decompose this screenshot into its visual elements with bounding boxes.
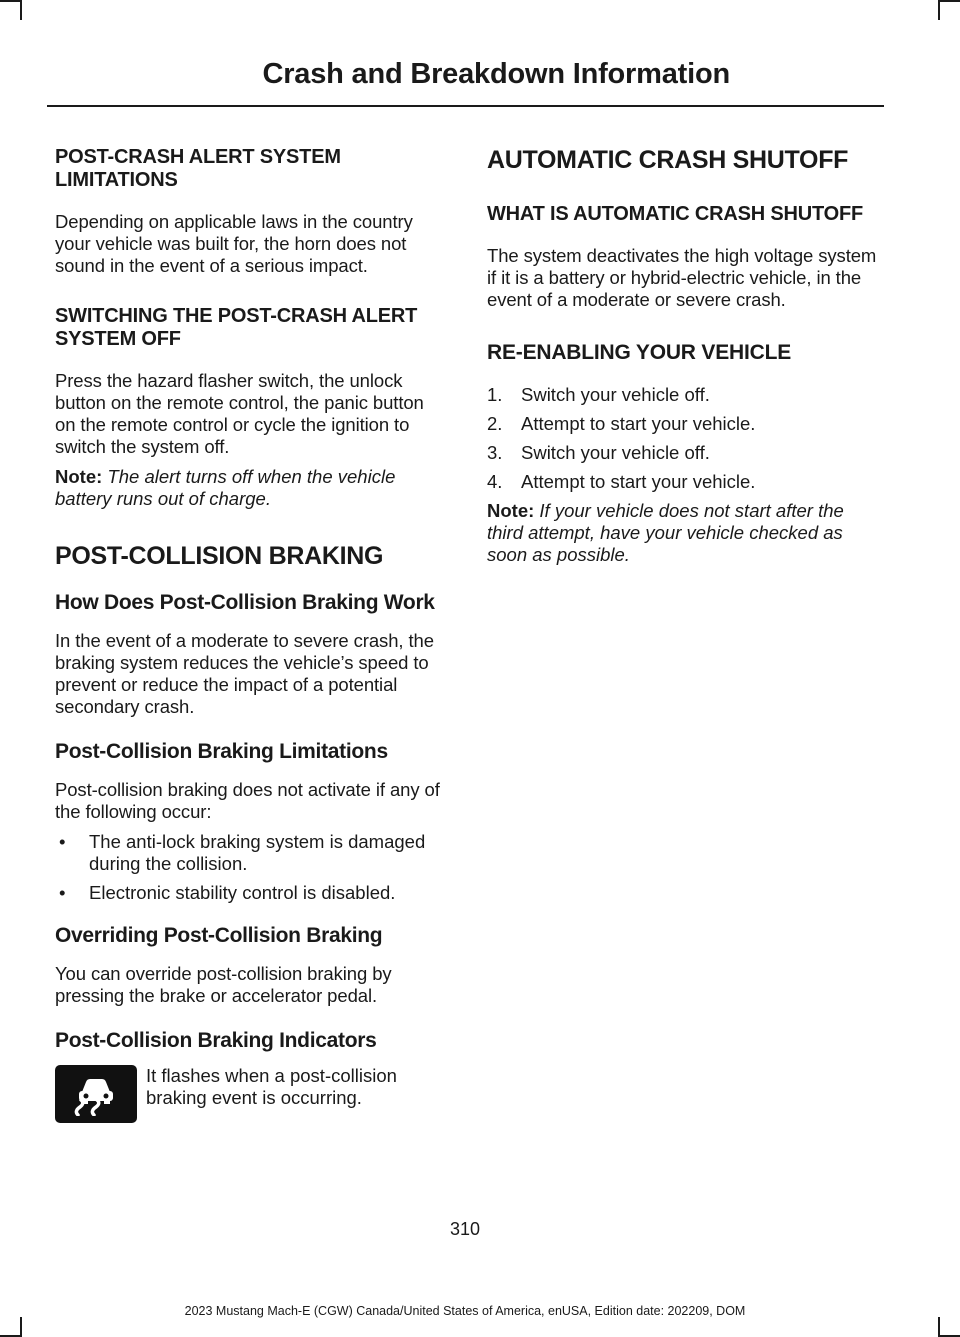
- right-column: [487, 146, 879, 598]
- subheading-re-enabling: RE-ENABLING YOUR VEHICLE: [487, 341, 792, 364]
- list-item: 4. Attempt to start your vehicle.: [487, 471, 756, 492]
- note-text: If your vehicle does not start after the third attempt, have your vehicle checked as soon as possible.: [487, 500, 844, 565]
- crop-mark-top-left: [0, 0, 22, 2]
- paragraph-shutoff: The system deactivates the high voltage system if it is a battery or hybrid-electric vehicle, in the event of a moderate or severe crash.: [487, 245, 877, 310]
- subheading-what-is-shutoff: WHAT IS AUTOMATIC CRASH SHUTOFF: [487, 203, 863, 225]
- subheading-how-it-works: How Does Post-Collision Braking Work: [55, 591, 435, 614]
- section-heading-switching-alert-off: SWITCHING THE POST-CRASH ALERT SYSTEM OFF: [55, 305, 418, 350]
- indicator-description: It flashes when a post-collision braking event is occurring.: [146, 1065, 397, 1108]
- header-divider: [47, 105, 884, 107]
- note-alert-battery: [55, 466, 447, 510]
- limitations-list: [55, 831, 447, 904]
- step-number: 4.: [487, 471, 503, 492]
- note-label: Note:: [55, 466, 103, 487]
- bullet-mark: •: [59, 882, 66, 903]
- note-text: The alert turns off when the vehicle battery runs out of charge.: [55, 466, 396, 509]
- list-item: 3. Switch your vehicle off.: [487, 442, 710, 463]
- step-number: 1.: [487, 384, 503, 405]
- paragraph-horn: Depending on applicable laws in the country your vehicle was built for, the horn does not sound in the event of a serious impact.: [55, 211, 413, 276]
- crop-mark-top-left: [20, 0, 22, 20]
- note-label: Note:: [487, 500, 535, 521]
- section-heading-post-collision-braking: POST-COLLISION BRAKING: [55, 542, 384, 570]
- stability-control-car-skid-icon: [55, 1065, 137, 1123]
- edition-footer: 2023 Mustang Mach-E (CGW) Canada/United States of America, enUSA, Edition date: 202209, DOM: [184, 1304, 746, 1318]
- paragraph-how-it-works: In the event of a moderate to severe crash, the braking system reduces the vehicle’s speed to prevent or reduce the impact of a potential secondary crash.: [55, 630, 434, 717]
- page-header-title: Crash and Breakdown Information: [262, 58, 730, 90]
- list-item: • Electronic stability control is disabled.: [59, 882, 396, 903]
- list-item: 2. Attempt to start your vehicle.: [487, 413, 756, 434]
- list-item: 1. Switch your vehicle off.: [487, 384, 710, 405]
- indicator-row: [55, 1065, 447, 1123]
- crop-mark-top-right: [938, 0, 960, 2]
- re-enabling-steps: [487, 384, 879, 493]
- left-column: [55, 146, 447, 1123]
- list-item: • The anti-lock braking system is damaged during the collision.: [59, 831, 426, 874]
- crop-mark-top-right: [938, 0, 940, 20]
- step-number: 2.: [487, 413, 503, 434]
- step-number: 3.: [487, 442, 503, 463]
- subheading-indicators: Post-Collision Braking Indicators: [55, 1029, 377, 1052]
- paragraph-switch-off: Press the hazard flasher switch, the unlock button on the remote control, the panic button on the remote control or cycle the ignition to switch the system off.: [55, 370, 424, 457]
- subheading-overriding: Overriding Post-Collision Braking: [55, 924, 383, 947]
- bullet-mark: •: [59, 831, 66, 852]
- section-heading-automatic-crash-shutoff: AUTOMATIC CRASH SHUTOFF: [487, 146, 849, 174]
- crop-mark-bottom-left: [20, 1317, 22, 1337]
- note-third-attempt: [487, 500, 879, 566]
- page-number: 310: [449, 1219, 481, 1239]
- crop-mark-bottom-right: [938, 1317, 940, 1337]
- paragraph-overriding: You can override post-collision braking by pressing the brake or accelerator pedal.: [55, 963, 392, 1006]
- paragraph-limitations: Post-collision braking does not activate if any of the following occur:: [55, 779, 440, 822]
- subheading-limitations: Post-Collision Braking Limitations: [55, 740, 388, 763]
- section-heading-post-crash-alert-limitations: POST-CRASH ALERT SYSTEM LIMITATIONS: [55, 146, 341, 191]
